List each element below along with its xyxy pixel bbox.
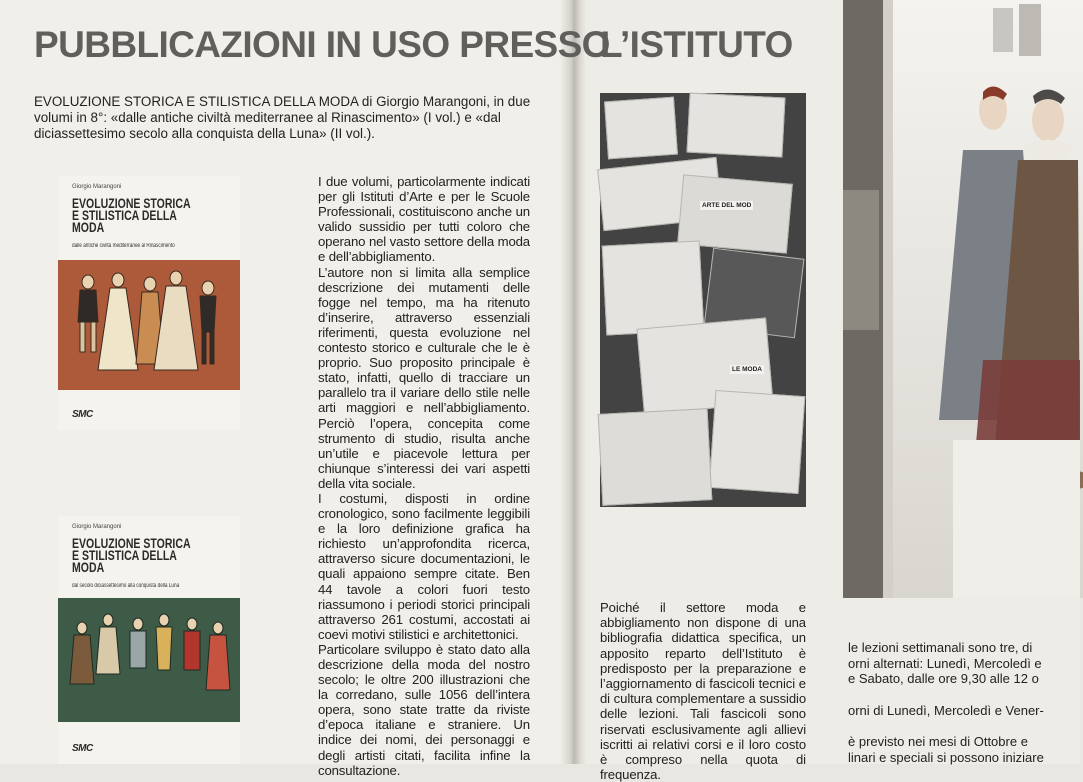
headline-left: PUBBLICAZIONI IN USO PRESSO — [34, 24, 610, 65]
intro-rest: di Giorgio Marangoni, in due volumi in 8°: «dalle antiche civiltà mediterranee al Rinascimento» (I vol.) e «dal diciassettesimo secolo alla conquista della Luna» (II vol.). — [34, 94, 531, 141]
booklet-sheet — [598, 408, 713, 506]
book-subtitle: dal secolo diciassettesimo alla conquista della Luna — [72, 583, 180, 589]
body-paragraph: Particolare sviluppo è stato dato alla descrizione della moda del nostro secolo; le oltre 200 illustrazioni che la corredano, sulle 1056 dell’intera opera, sono state tratte da riviste d’epoca italiane e straniere. Un indice dei nomi, dei personaggi e degli artisti citati, facilita infine la consultazione. — [318, 641, 530, 778]
book-cover-volume-2 — [58, 516, 240, 764]
book-subtitle: dalle antiche civiltà mediterranee al Rinascimento — [72, 243, 175, 249]
book-cover-volume-1 — [58, 176, 240, 430]
booklet-label: LE MODA — [732, 366, 762, 373]
cover-illustration — [58, 598, 240, 722]
cover-illustration — [58, 260, 240, 390]
snippet-line: e Sabato, dalle ore 9,30 alle 12 o — [848, 671, 1039, 686]
publisher-logo: SMC — [72, 409, 93, 420]
intro-paragraph — [34, 94, 534, 142]
schedule-text-snippets — [848, 640, 1080, 765]
snippet-line: linari e speciali si possono iniziare — [848, 749, 1044, 765]
page-gutter — [560, 0, 586, 764]
intro-book-title: EVOLUZIONE STORICA E STILISTICA DELLA MODA — [34, 94, 359, 109]
snippet-line: è previsto nei mesi di Ottobre e — [848, 734, 1028, 749]
body-text-column — [318, 174, 530, 778]
book-author: Giorgio Marangoni — [72, 524, 122, 530]
booklets-paragraph: Poiché il settore moda e abbigliamento non dispone di una bibliografia didattica specifica, un apposito reparto dell’Istituto è predisposto per la preparazione e l’aggiornamento di fascicoli tecnici e di cultura complementare a sussidio delle lezioni. Tali fascicoli sono riservati esclusivamente agli allievi iscritti ai relativi corsi e il loro costo è compreso nella quota di frequenza. — [600, 600, 806, 782]
booklet-sheet — [604, 97, 678, 160]
body-paragraph: I costumi, disposti in ordine cronologico, sono facilmente leggibili e la loro definizione grafica ha richiesto un’approfondita ricerca, attraverso sicure documentazioni, le quali appaiono sempre citate. Ben 44 tavole a colori fuori testo riassumono i periodi storici principali attraverso 261 costumi, accostati ai coevi motivi stilistici e architettonici. — [318, 490, 530, 642]
booklet-label: ARTE DEL MOD — [702, 202, 752, 209]
snippet-line: le lezioni settimanali sono tre, di — [848, 640, 1033, 655]
snippet-line: orni alternati: Lunedì, Mercoledì e — [848, 655, 1042, 671]
booklet-sheet — [709, 390, 806, 494]
body-paragraph: I due volumi, particolarmente indicati per gli Istituti d’Arte e per le Scuole Professionali, costituiscono anche un valido sussidio per tutti coloro che operano nel vasto settore della moda e dell’abbigliamento. — [318, 174, 530, 265]
booklet-sheet — [602, 240, 705, 335]
booklets-collage-photo — [600, 93, 806, 507]
book-title: EVOLUZIONE STORICA E STILISTICA DELLA MODA — [72, 536, 191, 575]
mannequins-photo — [843, 0, 1080, 598]
publisher-logo: SMC — [72, 743, 93, 754]
snippet-line: orni di Lunedì, Mercoledì e Vener- — [848, 702, 1044, 718]
book-author: Giorgio Marangoni — [72, 184, 122, 190]
modern-figures-illustration — [58, 598, 240, 722]
headline-right: L’ISTITUTO — [600, 24, 793, 65]
booklet-sheet — [686, 93, 785, 158]
body-paragraph: L’autore non si limita alla semplice descrizione dei mutamenti delle fogge nel tempo, ma ha ritenuto d’inserire, attraverso essenziali riferimenti, questa evoluzione nel contesto storico e culturale che le è proprio. Suo proposito principale è stato, infatti, quello di tracciare un parallelo tra il variare dello stile nelle arti maggiori e nell’abbigliamento. Perciò l’opera, concepita come strumento di studio, risulta anche un’utile e piacevole lettura per chiunque s’interessi dei vari aspetti della vita sociale. — [318, 264, 530, 491]
book-title: EVOLUZIONE STORICA E STILISTICA DELLA MODA — [72, 196, 191, 235]
renaissance-figures-illustration — [58, 260, 240, 390]
mannequin-figures-illustration — [843, 0, 1080, 598]
